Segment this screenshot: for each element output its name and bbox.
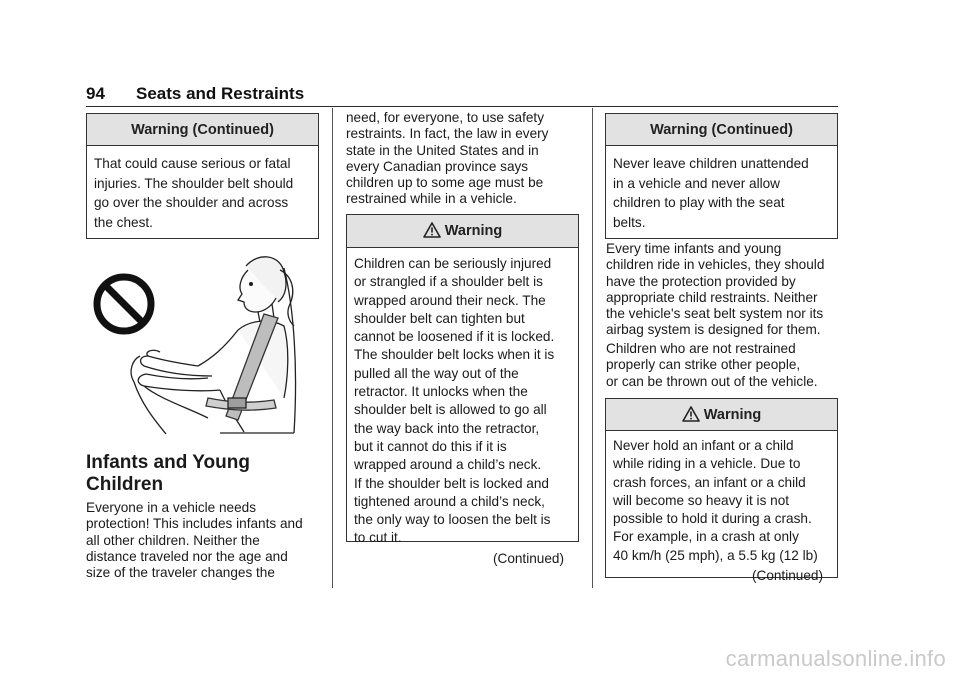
text-line: crash forces, an infant or a child	[613, 474, 806, 490]
page-number: 94	[86, 84, 105, 103]
text-line: cannot be loosened if it is locked.	[354, 329, 555, 345]
warning-box-continued	[86, 113, 319, 239]
column-divider-right	[592, 108, 593, 588]
text-line: belts.	[613, 214, 646, 230]
warning-box-body	[87, 146, 318, 238]
body-paragraph	[86, 500, 326, 581]
warning-box-body	[347, 248, 578, 574]
text-line: children to play with the seat	[613, 195, 785, 211]
text-line: properly can strike other people,	[606, 357, 801, 373]
text-line: to cut it.	[354, 530, 402, 546]
text-line: airbag system is designed for them.	[606, 322, 821, 338]
text-line: restrained while in a vehicle.	[346, 191, 517, 207]
text-line: The shoulder belt locks when it is	[354, 347, 555, 363]
text-line: Never leave children unattended	[613, 156, 809, 171]
warning-box-title: Warning (Continued)	[606, 114, 837, 146]
text-line: wrapped around a child’s neck.	[354, 457, 542, 473]
text-line: size of the traveler changes the	[86, 565, 275, 581]
text-line: every Canadian province says	[346, 158, 529, 174]
section-title: Seats and Restraints	[136, 84, 305, 103]
warning-box-title: Warning	[444, 223, 503, 239]
text-line: pulled all the way out of the	[354, 365, 519, 381]
text-line: tightened around a child’s neck,	[354, 493, 545, 509]
text-line: Never hold an infant or a child	[613, 438, 794, 453]
watermark: carmanualsonline.info	[725, 646, 946, 671]
text-line: protection! This includes infants and	[86, 516, 303, 532]
warning-box-title-row	[606, 399, 837, 431]
heading-line: Infants and Young	[86, 452, 250, 473]
text-line: Everyone in a vehicle needs	[86, 500, 257, 515]
prohibition-illustration	[88, 248, 310, 438]
seat-belt-illustration	[88, 248, 310, 438]
warning-box-title: Warning	[703, 407, 762, 423]
text-line: wrapped around their neck. The	[354, 292, 546, 308]
text-line: If the shoulder belt is locked and	[354, 475, 549, 491]
warning-box-title-row	[347, 215, 578, 248]
text-line: the way back into the retractor,	[354, 420, 540, 436]
text-line: shoulder belt can tighten but	[354, 310, 525, 326]
prohibition-icon	[97, 277, 151, 331]
child-figure-icon	[131, 257, 295, 434]
text-line: have the protection provided by	[606, 273, 796, 289]
section-heading	[86, 452, 326, 496]
text-line: injuries. The shoulder belt should	[94, 175, 294, 191]
heading-line: Children	[86, 474, 164, 495]
text-line: in a vehicle and never allow	[613, 175, 781, 191]
warning-box-infant	[605, 398, 838, 584]
warning-triangle-icon	[682, 402, 700, 434]
text-line: possible to hold it during a crash.	[613, 511, 812, 527]
text-line: but it cannot do this if it is	[354, 438, 507, 454]
text-line: appropriate child restraints. Neither	[606, 289, 818, 305]
text-line: state in the United States and in	[346, 142, 539, 158]
text-line: while riding in a vehicle. Due to	[613, 456, 801, 472]
page-header	[86, 84, 838, 107]
text-line: Children can be seriously injured	[354, 256, 552, 271]
text-line: the chest.	[94, 214, 153, 230]
text-line: the only way to loosen the belt is	[354, 512, 551, 528]
text-line: need, for everyone, to use safety	[346, 110, 544, 125]
text-line: or can be thrown out of the vehicle.	[606, 373, 818, 389]
text-line: all other children. Neither the	[86, 532, 260, 548]
continued-label: (Continued)	[751, 568, 823, 584]
text-line: distance traveled nor the age and	[86, 548, 288, 564]
text-line: restraints. In fact, the law in every	[346, 126, 549, 142]
text-line: Children who are not restrained	[606, 341, 796, 356]
warning-box-body	[606, 431, 837, 591]
text-line: the vehicle's seat belt system nor its	[606, 306, 824, 322]
warning-box-body	[606, 146, 837, 238]
text-line: will become so heavy it is not	[613, 492, 790, 508]
text-line: That could cause serious or fatal	[94, 156, 291, 171]
body-paragraph	[606, 241, 846, 339]
body-paragraph	[606, 341, 846, 390]
text-line: children up to some age must be	[346, 175, 544, 191]
warning-box-title: Warning (Continued)	[87, 114, 318, 146]
text-line: Every time infants and young	[606, 241, 782, 256]
text-line: 40 km/h (25 mph), a 5.5 kg (12 lb)	[613, 547, 818, 563]
column-divider-left	[332, 108, 333, 588]
body-paragraph	[346, 110, 586, 208]
text-line: or strangled if a shoulder belt is	[354, 274, 543, 290]
text-line: retractor. It unlocks when the	[354, 384, 528, 400]
text-line: children ride in vehicles, they should	[606, 257, 825, 273]
text-line: shoulder belt is allowed to go all	[354, 402, 547, 418]
warning-box-strangulation	[346, 214, 579, 566]
warning-triangle-icon	[423, 218, 441, 251]
warning-box-continued-unattended	[605, 113, 838, 239]
continued-label: (Continued)	[492, 550, 564, 566]
text-line: For example, in a crash at only	[613, 529, 799, 545]
text-line: go over the shoulder and across	[94, 195, 289, 211]
